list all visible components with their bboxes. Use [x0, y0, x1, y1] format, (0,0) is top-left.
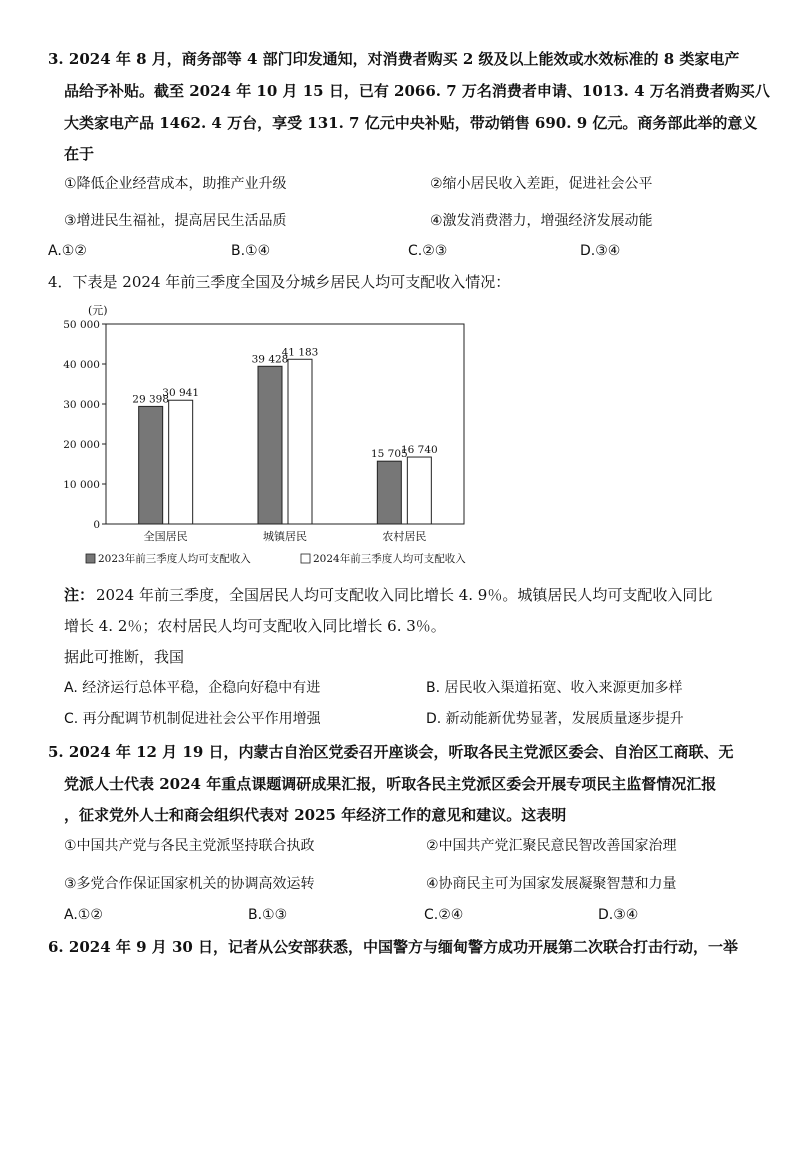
q3-item-4: ④激发消费潜力，增强经济发展动能 [430, 213, 653, 229]
q5-item-4: ④协商民主可为国家发展凝聚智慧和力量 [426, 876, 677, 892]
y-tick-label: 50 000 [63, 319, 100, 331]
q4-note-line-2: 增长 4. 2％；农村居民人均可支配收入同比增长 6. 3％。 [64, 617, 446, 635]
chart-x-axis [144, 529, 427, 543]
bar [139, 406, 163, 524]
y-tick-label: 30 000 [63, 399, 100, 411]
q5-line-3: ，征求党外人士和商会组织代表对 2025 年经济工作的意见和建议。这表明 [64, 806, 567, 824]
x-category-label: 农村居民 [382, 530, 427, 543]
bar-value-label: 30 941 [162, 387, 200, 400]
q4-option-a[interactable]: A. 经济运行总体平稳，企稳向好稳中有进 [64, 680, 321, 696]
legend-label-2023: 2023年前三季度人均可支配收入 [98, 553, 251, 565]
q5-item-1: ①中国共产党与各民主党派坚持联合执政 [64, 838, 315, 854]
income-bar-chart [60, 300, 500, 572]
chart-y-unit: (元) [88, 304, 108, 317]
q4-note-line-1: 2024 年前三季度，全国居民人均可支配收入同比增长 4. 9％。城镇居民人均可支配收入同比 [96, 586, 713, 604]
q4-option-b[interactable]: B. 居民收入渠道拓宽、收入来源更加多样 [426, 680, 683, 696]
q3-line-1: 3. 2024 年 8 月，商务部等 4 部门印发通知，对消费者购买 2 级及以上能效或水效标准的 8 类家电产 [48, 50, 740, 68]
q3-option-b[interactable]: B.①④ [231, 243, 271, 259]
legend-swatch-2024 [301, 554, 310, 563]
bar-value-label: 16 740 [400, 444, 438, 457]
q5-item-3: ③多党合作保证国家机关的协调高效运转 [64, 876, 315, 892]
bar-value-label: 39 428 [251, 353, 289, 366]
bar [288, 359, 312, 524]
q5-option-b[interactable]: B.①③ [248, 907, 288, 923]
y-tick-label: 40 000 [63, 359, 100, 371]
q5-item-2: ②中国共产党汇聚民意民智改善国家治理 [426, 838, 677, 854]
x-category-label: 城镇居民 [263, 530, 307, 543]
q4-infer: 据此可推断，我国 [64, 648, 185, 666]
q5-option-c[interactable]: C.②④ [424, 907, 464, 923]
bar-value-label: 29 398 [132, 393, 170, 406]
q5-line-2: 党派人士代表 2024 年重点课题调研成果汇报，听取各民主党派区委会开展专项民主监督情况汇报 [64, 775, 717, 793]
q3-line-3: 大类家电产品 1462. 4 万台，享受 131. 7 亿元中央补贴，带动销售 690. 9 亿元。商务部此举的意义 [64, 114, 758, 132]
q3-line-2: 品给予补贴。截至 2024 年 10 月 15 日，已有 2066. 7 万名消费者申请、1013. 4 万名消费者购买八 [64, 82, 770, 100]
q3-option-c[interactable]: C.②③ [408, 243, 448, 259]
q5-line-1: 5. 2024 年 12 月 19 日，内蒙古自治区党委召开座谈会，听取各民主党派区委会、自治区工商联、无 [48, 743, 734, 761]
x-category-label: 全国居民 [143, 530, 188, 543]
q4-option-c[interactable]: C. 再分配调节机制促进社会公平作用增强 [64, 711, 321, 727]
chart-bars [132, 346, 437, 524]
legend-swatch-2023 [86, 554, 95, 563]
bar [258, 366, 282, 524]
q3-item-3: ③增进民生福祉，提高居民生活品质 [64, 213, 287, 229]
legend-label-2024: 2024年前三季度人均可支配收入 [313, 553, 466, 565]
q3-option-a[interactable]: A.①② [48, 243, 87, 259]
q3-line-4: 在于 [64, 145, 95, 163]
chart-legend [86, 552, 466, 565]
q5-option-a[interactable]: A.①② [64, 907, 103, 923]
y-tick-label: 0 [93, 519, 100, 531]
bar-value-label: 41 183 [281, 346, 319, 359]
q3-item-2: ②缩小居民收入差距，促进社会公平 [430, 176, 653, 192]
q4-option-d[interactable]: D. 新动能新优势显著，发展质量逐步提升 [426, 711, 684, 727]
bar [377, 461, 401, 524]
bar-value-label: 15 705 [370, 448, 408, 461]
bar [407, 457, 431, 524]
q5-option-d[interactable]: D.③④ [598, 907, 639, 923]
bar [169, 400, 193, 524]
y-tick-label: 20 000 [63, 439, 100, 451]
q4-note-label: 注： [64, 586, 95, 604]
q4-stem: 4．下表是 2024 年前三季度全国及分城乡居民人均可支配收入情况： [48, 273, 511, 291]
q3-item-1: ①降低企业经营成本，助推产业升级 [64, 176, 287, 192]
q3-option-d[interactable]: D.③④ [580, 243, 621, 259]
chart-y-axis [63, 319, 106, 531]
y-tick-label: 10 000 [63, 479, 100, 491]
q6-line-1: 6. 2024 年 9 月 30 日，记者从公安部获悉，中国警方与缅甸警方成功开展第二次联合打击行动，一举 [48, 938, 739, 956]
